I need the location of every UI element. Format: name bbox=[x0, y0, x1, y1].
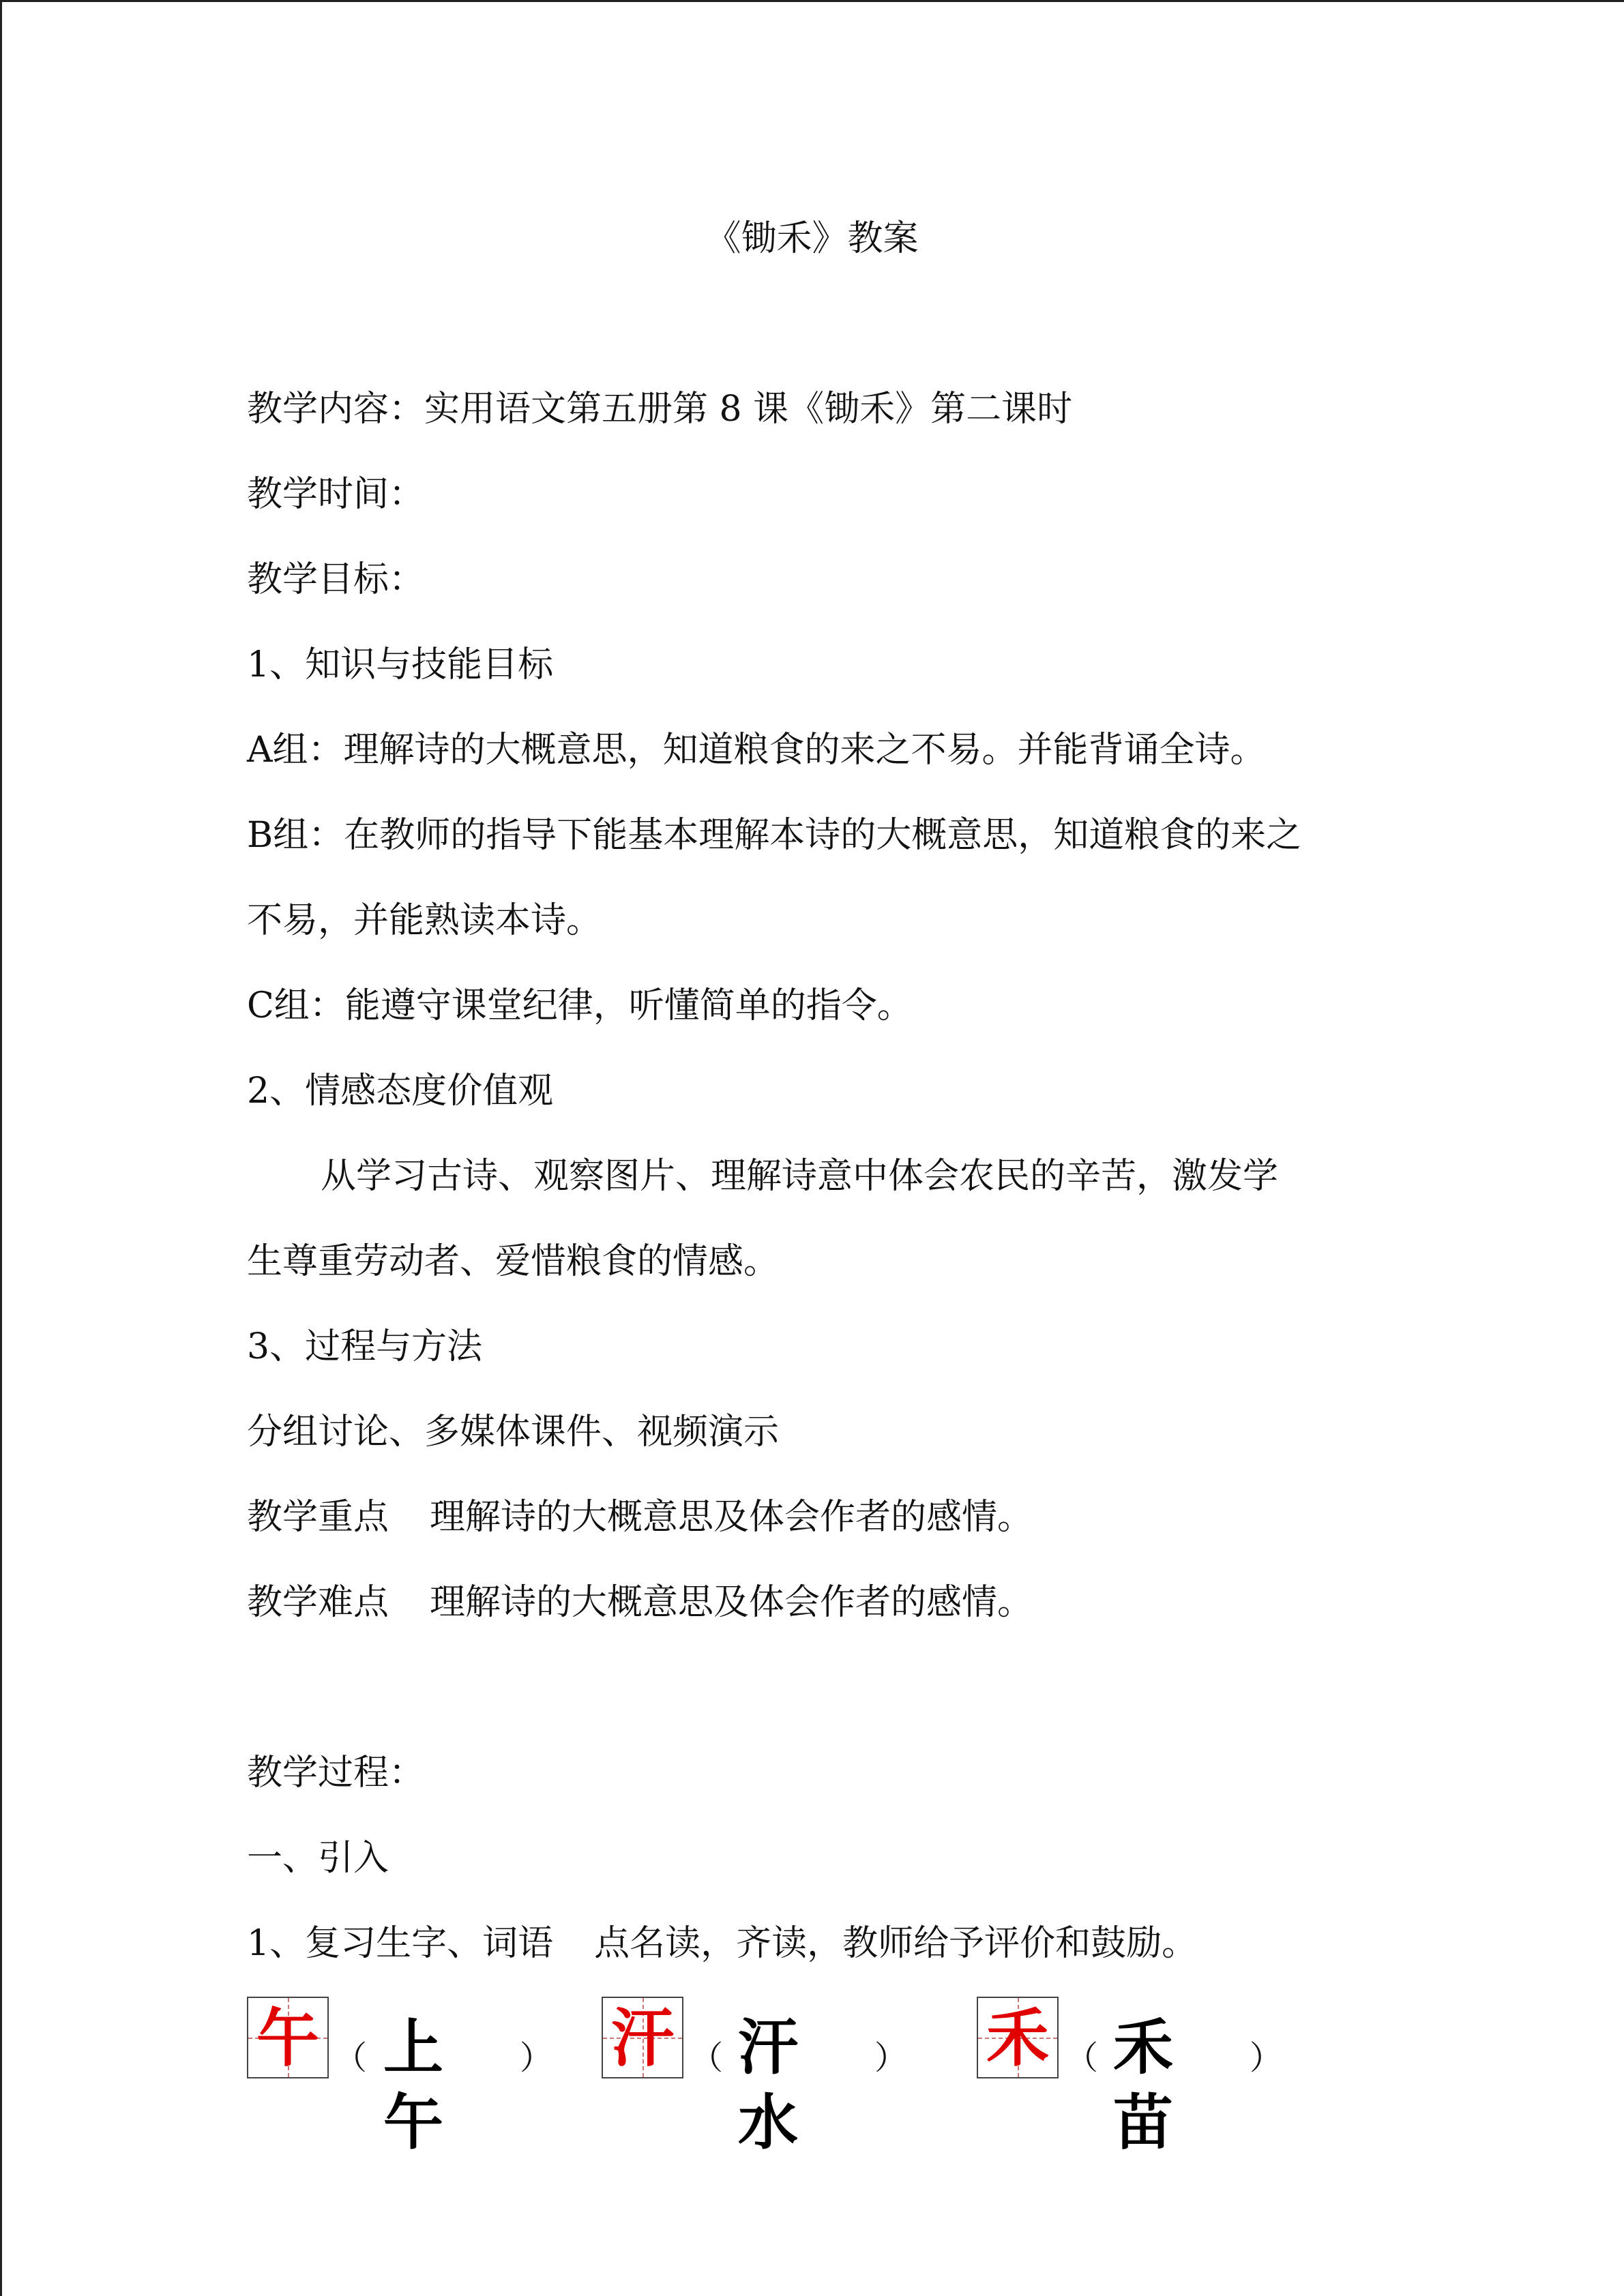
focus-text: 理解诗的大概意思及体会作者的感情。 bbox=[430, 1497, 1033, 1538]
char-glyph: 午 bbox=[256, 2002, 319, 2075]
emotion-goal: 从学习古诗、观察图片、理解诗意中体会农民的辛苦，激发学 bbox=[321, 1156, 1279, 1197]
document-title: 《锄禾》教案 bbox=[705, 218, 919, 259]
teaching-content: 教学内容：实用语文第五册第 8 课《锄禾》第二课时 bbox=[247, 389, 1073, 430]
group-b-goal-cont: 不易，并能熟读本诗。 bbox=[247, 900, 602, 941]
char-glyph: 禾 bbox=[986, 2002, 1049, 2075]
char-word: 上午 bbox=[383, 2012, 444, 2158]
goal-1-heading: 1、知识与技能目标 bbox=[247, 644, 554, 685]
char-grid-box bbox=[602, 1997, 683, 2078]
review-label: 1、复习生字、词语 bbox=[247, 1923, 554, 1964]
focus-label: 教学重点 bbox=[247, 1497, 389, 1538]
teaching-difficulty bbox=[247, 1572, 1033, 1633]
section-1-heading: 一、引入 bbox=[247, 1838, 389, 1879]
review-line bbox=[247, 1913, 1197, 1974]
character-row bbox=[247, 1997, 1406, 2158]
char-glyph: 汗 bbox=[610, 2002, 674, 2075]
review-text: 点名读，齐读，教师给予评价和鼓励。 bbox=[594, 1923, 1198, 1964]
group-c-goal: C组：能遵守课堂纪律，听懂简单的指令。 bbox=[247, 985, 913, 1026]
paren-close: ） bbox=[874, 2039, 908, 2077]
teaching-goals-heading: 教学目标： bbox=[247, 559, 425, 600]
char-grid-box bbox=[247, 1997, 329, 2078]
method-text: 分组讨论、多媒体课件、视频演示 bbox=[247, 1412, 780, 1452]
paren-open: （ bbox=[334, 2039, 368, 2077]
paren-close: ） bbox=[520, 2039, 553, 2077]
goal-3-heading: 3、过程与方法 bbox=[247, 1326, 483, 1367]
paren-open: （ bbox=[1065, 2039, 1099, 2077]
char-word: 禾苗 bbox=[1113, 2012, 1174, 2158]
group-a-goal: A组：理解诗的大概意思，知道粮食的来之不易。并能背诵全诗。 bbox=[247, 730, 1266, 771]
emotion-goal-cont: 生尊重劳动者、爱惜粮食的情感。 bbox=[247, 1241, 780, 1282]
teaching-focus bbox=[247, 1487, 1033, 1548]
difficulty-text: 理解诗的大概意思及体会作者的感情。 bbox=[430, 1582, 1033, 1623]
difficulty-label: 教学难点 bbox=[247, 1582, 389, 1623]
paren-close: ） bbox=[1250, 2039, 1283, 2077]
teaching-time: 教学时间： bbox=[247, 474, 425, 515]
char-grid-box bbox=[977, 1997, 1059, 2078]
group-b-goal: B组：在教师的指导下能基本理解本诗的大概意思，知道粮食的来之 bbox=[247, 815, 1302, 856]
goal-2-heading: 2、情感态度价值观 bbox=[247, 1071, 554, 1112]
process-heading: 教学过程： bbox=[247, 1753, 425, 1793]
paren-open: （ bbox=[690, 2039, 724, 2077]
char-word: 汗水 bbox=[738, 2012, 799, 2158]
